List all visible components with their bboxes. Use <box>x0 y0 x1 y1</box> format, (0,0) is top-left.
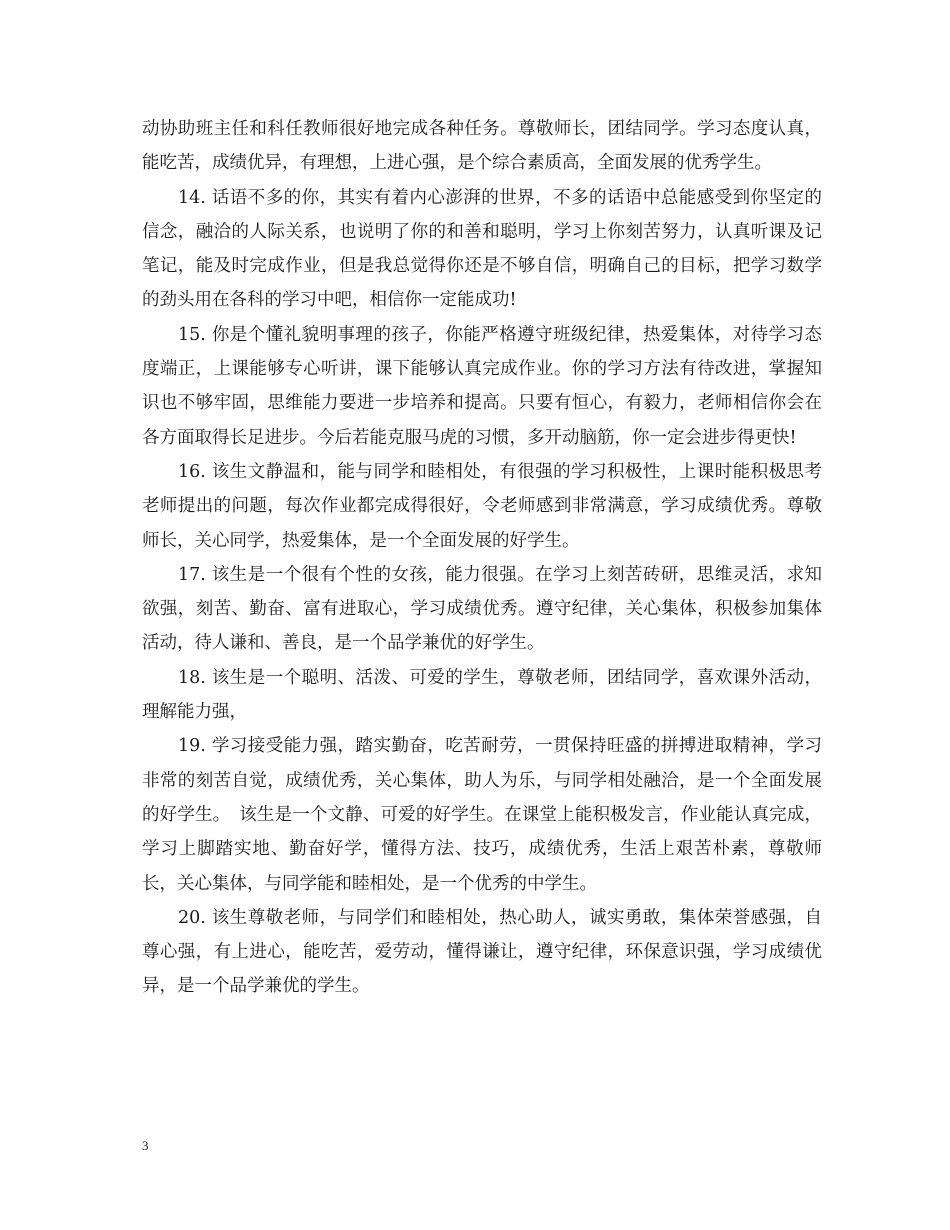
document-body <box>142 112 822 1004</box>
paragraph-18: 18. 该生是一个聪明、活泼、可爱的学生，尊敬老师，团结同学，喜欢课外活动，理解能力强， <box>142 667 822 723</box>
paragraph-19: 19. 学习接受能力强，踏实勤奋，吃苦耐劳，一贯保持旺盛的拼搏进取精神，学习非常的刻苦自觉，成绩优秀，关心集体，助人为乐，与同学相处融洽，是一个全面发展的好学生。 该生是一个文静、可爱的好学生。在课堂上能积极发言，作业能认真完成，学习上脚踏实地、勤奋好学，懂得方法、技巧，成绩优秀，生活上艰苦朴素，尊敬师长，关心集体，与同学能和睦相处，是一个优秀的中学生。 <box>142 736 822 894</box>
paragraph-17: 17. 该生是一个很有个性的女孩，能力很强。在学习上刻苦砖研，思维灵活，求知欲强，刻苦、勤奋、富有进取心，学习成绩优秀。遵守纪律，关心集体，积极参加集体活动，待人谦和、善良，是一个品学兼优的好学生。 <box>142 564 822 654</box>
paragraph-14: 14. 话语不多的你，其实有着内心澎湃的世界，不多的话语中总能感受到你坚定的信念，融洽的人际关系，也说明了你的和善和聪明，学习上你刻苦努力，认真听课及记笔记，能及时完成作业，但是我总觉得你还是不够自信，明确自己的目标，把学习数学的劲头用在各科的学习中吧，相信你一定能成功! <box>142 187 822 311</box>
paragraph-20: 20. 该生尊敬老师，与同学们和睦相处，热心助人，诚实勇敢，集体荣誉感强，自尊心强，有上进心，能吃苦，爱劳动，懂得谦让，遵守纪律，环保意识强，学习成绩优异，是一个品学兼优的学生。 <box>142 907 822 997</box>
paragraph-16: 16. 该生文静温和，能与同学和睦相处，有很强的学习积极性，上课时能积极思考老师提出的问题，每次作业都完成得很好，令老师感到非常满意，学习成绩优秀。尊敬师长，关心同学，热爱集体，是一个全面发展的好学生。 <box>142 461 822 551</box>
paragraph-continued: 动协助班主任和科任教师很好地完成各种任务。尊敬师长，团结同学。学习态度认真，能吃苦，成绩优异，有理想，上进心强，是个综合素质高，全面发展的优秀学生。 <box>142 119 822 174</box>
paragraph-15: 15. 你是个懂礼貌明事理的孩子，你能严格遵守班级纪律，热爱集体，对待学习态度端正，上课能够专心听讲，课下能够认真完成作业。你的学习方法有待改进，掌握知识也不够牢固，思维能力要进一步培养和提高。只要有恒心，有毅力，老师相信你会在各方面取得长足进步。今后若能克服马虎的习惯，多开动脑筋，你一定会进步得更快! <box>142 324 822 448</box>
page-number: 3 <box>142 1138 149 1153</box>
